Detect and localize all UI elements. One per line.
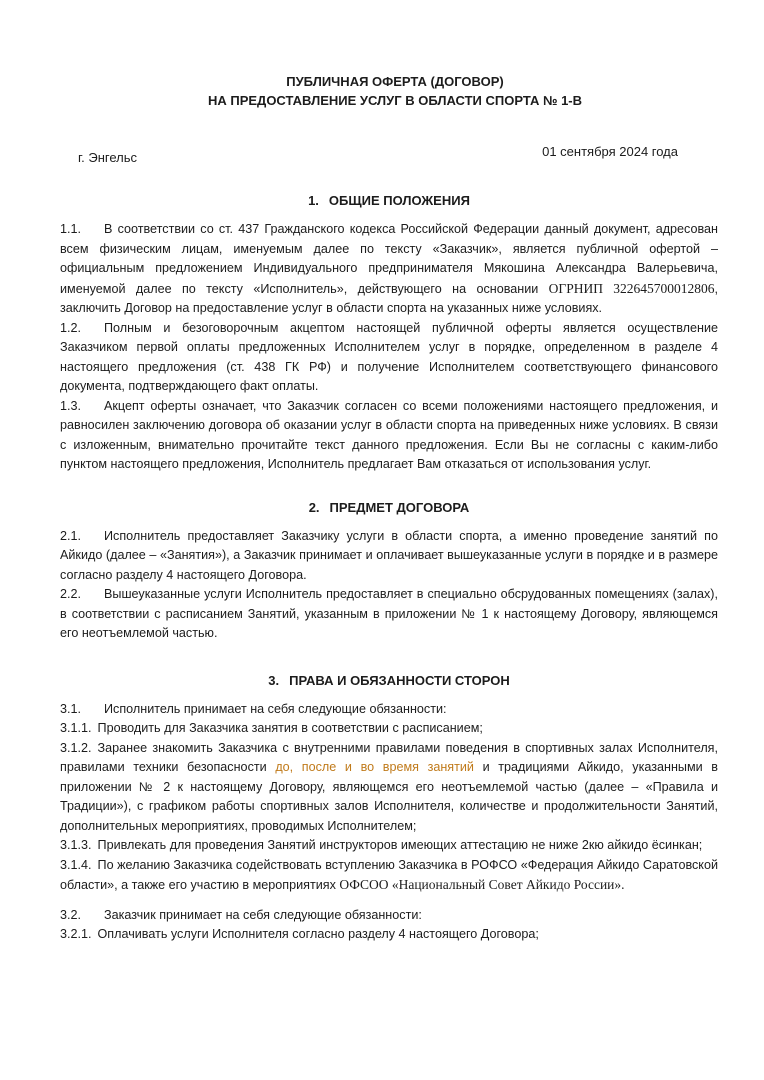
clause-2-1 (60, 527, 718, 586)
section-2-title: ПРЕДМЕТ ДОГОВОРА (329, 499, 470, 515)
document-title (60, 72, 718, 110)
section-2-heading (60, 499, 718, 517)
clause-3-1-text: Исполнитель принимает на себя следующие обязанности: (104, 701, 447, 716)
clause-3-1-number: 3.1. (60, 701, 82, 716)
clause-1-1-ogrn: ОГРНИП 322645700012806 (548, 280, 715, 296)
clause-3-1-3-text: Привлекать для проведения Занятий инструкторов имеющих аттестацию не ниже 2кю айкидо ёсинкан; (97, 838, 703, 852)
clause-3-2-1-number: 3.2.1. (60, 927, 92, 941)
clause-2-1-text: Исполнитель предоставляет Заказчику услуги в области спорта, а именно проведение занятий по Айкидо (далее – «Занятия»), а Заказчик принимает и оплачивает вышеуказанные услуги в порядке и в размере согласно разделу 4 настоящего Договора. (60, 528, 718, 582)
clause-3-1-4 (60, 856, 718, 896)
spacer (60, 896, 718, 906)
section-1-heading (60, 192, 718, 210)
clause-3-2-text: Заказчик принимает на себя следующие обязанности: (104, 907, 422, 922)
city-date-row (60, 144, 718, 168)
clause-1-1 (60, 220, 718, 319)
date: 01 сентября 2024 года (542, 144, 678, 159)
clause-1-2-number: 1.2. (60, 320, 82, 335)
clause-2-2 (60, 585, 718, 644)
clause-3-1 (60, 700, 718, 720)
clause-3-1-1 (60, 719, 718, 739)
clause-3-1-2-number: 3.1.2. (60, 740, 92, 755)
section-3-title: ПРАВА И ОБЯЗАННОСТИ СТОРОН (289, 672, 510, 688)
clause-1-3-number: 1.3. (60, 398, 82, 413)
section-1-number: 1. (308, 193, 319, 208)
clause-3-1-2-text-b: и традициями Айкидо, указанными в приложении № 2 к настоящему Договору, являющемся его неотъемлемой частью (далее – «Правила и Традиции»), с графиком работы спортивных залов Исполнителя, количестве и продолжительности Занятий, дополнительных мероприятиях, проводимых Исполнителем; (60, 760, 718, 833)
clause-3-1-4-number: 3.1.4. (60, 857, 92, 872)
clause-2-2-text: Вышеуказанные услуги Исполнитель предоставляет в специально обсрудованных помещениях (залах), в соответствии с расписанием Занятий, указанным в приложении № 1 к настоящему Договору, являющемся его неотъемлемой частью. (60, 587, 718, 640)
clause-3-1-3-number: 3.1.3. (60, 838, 92, 852)
clause-3-1-1-text: Проводить для Заказчика занятия в соответствии с расписанием; (97, 721, 483, 735)
clause-1-2 (60, 319, 718, 397)
title-line-1: ПУБЛИЧНАЯ ОФЕРТА (ДОГОВОР) (286, 74, 504, 89)
clause-1-1-text-a: В соответствии со ст. 437 Гражданского кодекса Российской Федерации данный документ, адресован всем физическим лицам, именуемым далее по тексту «Заказчик», является публичной офертой – официальным предложением Индивидуального предпринимателя Мякошина Александра Валерьевича, именуемой далее по тексту «Исполнитель», действующего на основании (60, 222, 718, 296)
clause-3-2-1-text: Оплачивать услуги Исполнителя согласно разделу 4 настоящего Договора; (97, 927, 539, 941)
clause-3-1-2 (60, 739, 718, 837)
clause-2-1-number: 2.1. (60, 528, 82, 543)
city: г. Энгельс (78, 150, 138, 165)
clause-3-1-2-highlight: до, после и во время занятий (275, 760, 474, 774)
section-3-heading (60, 672, 718, 690)
clause-3-2-1 (60, 925, 718, 945)
title-line-2: НА ПРЕДОСТАВЛЕНИЕ УСЛУГ В ОБЛАСТИ СПОРТА № 1-В (207, 93, 583, 108)
clause-3-2 (60, 906, 718, 926)
clause-3-1-4-text-a: По желанию Заказчика содействовать вступлению Заказчика в РОФСО «Федерация Айкидо Саратовской области», а также его участию в мероприятиях (60, 857, 718, 892)
clause-1-2-text: Полным и безоговорочным акцептом настоящей публичной оферты является осуществление Заказчиком первой оплаты предложенных Исполнителем услуг в порядке, определенном в разделе 4 настоящего предложения (ст. 438 ГК РФ) и получение Исполнителем соответствующего финансового документа, подтверждающего факт оплаты. (60, 320, 718, 393)
clause-3-1-4-serif-text: ОФСОО «Национальный Совет Айкидо России». (339, 877, 625, 892)
clause-2-2-number: 2.2. (60, 587, 82, 601)
clause-1-1-text-b: , заключить Договор на предоставление услуг в области спорта на указанных ниже условиях. (60, 281, 718, 315)
clause-1-1-number: 1.1. (60, 222, 82, 236)
section-1-title: ОБЩИЕ ПОЛОЖЕНИЯ (328, 193, 470, 208)
clause-3-1-2-text-a: Заранее знакомить Заказчика с внутренними правилами поведения в спортивных залах Исполнителя, правилами техники безопасности (60, 740, 718, 774)
clause-3-1-1-number: 3.1.1. (60, 721, 92, 735)
section-2-number: 2. (308, 499, 320, 515)
clause-3-2-number: 3.2. (60, 907, 82, 922)
clause-1-3-text: Акцепт оферты означает, что Заказчик согласен со всеми положениями настоящего предложения, и равносилен заключению договора об оказании услуг в области спорта на приведенных ниже условиях. В связи с изложенным, внимательно прочитайте текст данного предложения. Если Вы не согласны с каким-либо пунктом настоящего предложения, Исполнитель предлагает Вам отказаться от использования услуг. (60, 398, 718, 471)
clause-3-1-3 (60, 836, 718, 856)
clause-1-3 (60, 397, 718, 475)
section-3-number: 3. (268, 672, 280, 688)
